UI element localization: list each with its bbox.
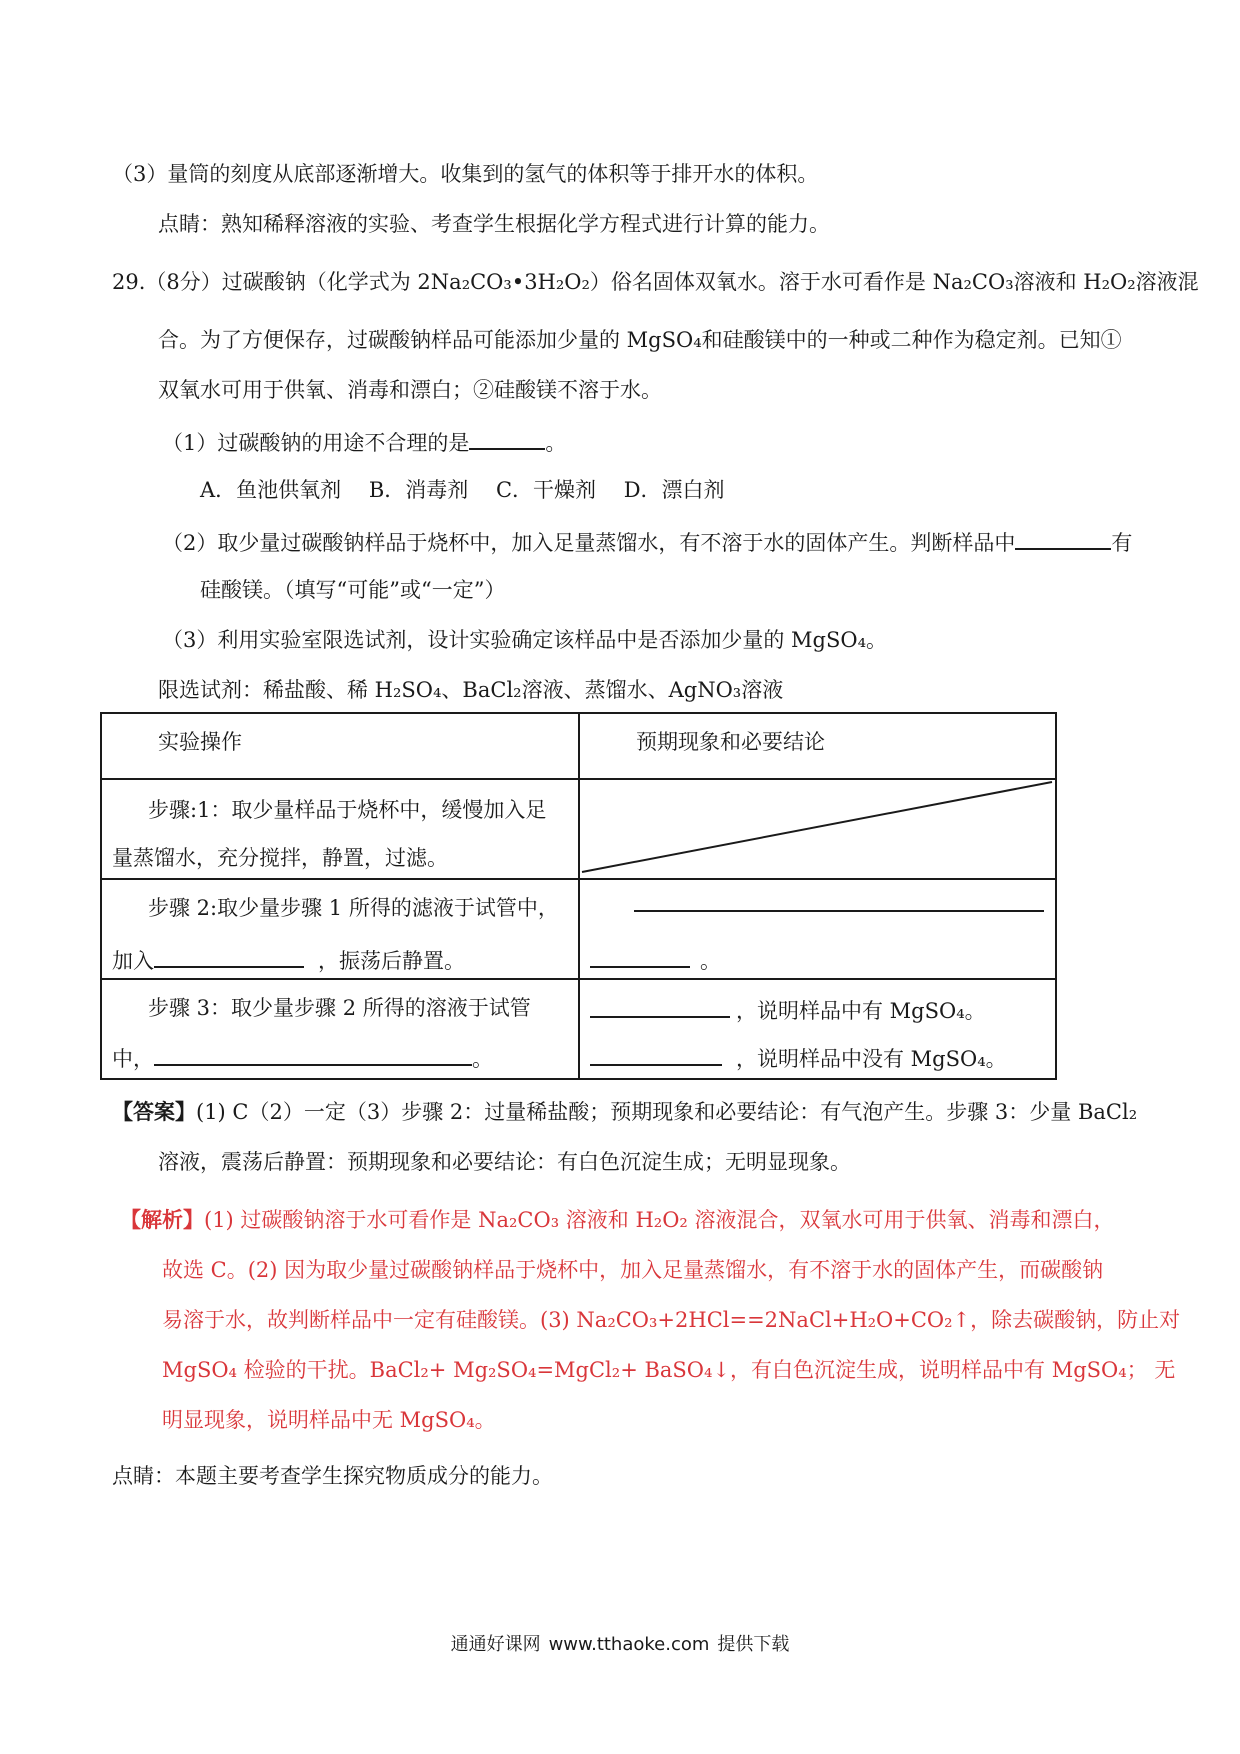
step3-result-cell xyxy=(579,979,1056,1079)
options-line: A．鱼池供氧剂 B．消毒剂 C．干燥剂 D．漂白剂 xyxy=(200,478,725,502)
step3-op-cell xyxy=(101,979,579,1079)
answer-text-1: (1) C（2）一定（3）步骤 2：过量稀盐酸；预期现象和必要结论：有气泡产生。步骤 3：少量 BaCl₂ xyxy=(196,1100,1138,1124)
diagonal-strike xyxy=(580,780,1054,880)
table-row-step3 xyxy=(101,979,1056,1079)
header-result-cell xyxy=(579,713,1056,779)
question-line-3: 双氧水可用于供氧、消毒和漂白；②硅酸镁不溶于水。 xyxy=(158,378,662,402)
step3-post: 。 xyxy=(472,1047,493,1071)
step2-result-blank-1 xyxy=(634,888,1044,912)
analysis-line-2: 故选 C。(2) 因为取少量过碳酸钠样品于烧杯中，加入足量蒸馏水，有不溶于水的固体产生，而碳酸钠 xyxy=(162,1258,1104,1282)
step1-line-a: 步骤:1：取少量样品于烧杯中，缓慢加入足 xyxy=(148,798,547,822)
answer-blank-2 xyxy=(1015,526,1111,550)
header-result: 预期现象和必要结论 xyxy=(636,730,825,754)
step1-result-cell xyxy=(579,779,1056,879)
analysis-text-1: (1) 过碳酸钠溶于水可看作是 Na₂CO₃ 溶液和 H₂O₂ 溶液混合，双氧水可用于供氧、消毒和漂白， xyxy=(204,1208,1115,1232)
step3-pre: 中， xyxy=(112,1047,154,1071)
step2-op-cell xyxy=(101,879,579,979)
step2-reagent-blank xyxy=(154,944,304,968)
footer-suffix: 提供下载 xyxy=(717,1634,790,1655)
footer-site-name: 通通好课网 xyxy=(450,1634,541,1655)
step3-reagent-blank xyxy=(154,1042,472,1066)
table-row-step2 xyxy=(101,879,1056,979)
analysis-line-3: 易溶于水，故判断样品中一定有硅酸镁。(3) Na₂CO₃+2HCl==2NaCl+H₂O+CO₂↑，除去碳酸钠，防止对 xyxy=(162,1308,1181,1332)
step3-result-1: ，说明样品中有 MgSO₄。 xyxy=(736,999,986,1023)
footer-url[interactable]: www.tthaoke.com xyxy=(548,1634,710,1655)
step2-result-end: 。 xyxy=(700,949,721,973)
analysis-label: 【解析】 xyxy=(120,1207,204,1232)
sub-question-3: （3）利用实验室限选试剂，设计实验确定该样品中是否添加少量的 MgSO₄。 xyxy=(162,628,887,652)
step1-line-b: 量蒸馏水，充分搅拌，静置，过滤。 xyxy=(112,846,448,870)
final-tip: 点睛：本题主要考查学生探究物质成分的能力。 xyxy=(112,1464,553,1488)
step3-result-line-2 xyxy=(590,1042,1007,1073)
step3-result-line-1 xyxy=(590,994,986,1025)
table-row-step1 xyxy=(101,779,1056,879)
step3-line-a: 步骤 3：取少量步骤 2 所得的溶液于试管 xyxy=(148,996,531,1020)
answer-blank-1 xyxy=(469,426,545,450)
sub-question-1 xyxy=(162,426,566,457)
analysis-line-1 xyxy=(120,1206,1115,1234)
step2-pre: 加入 xyxy=(112,949,154,973)
answer-line-2: 溶液，震荡后静置：预期现象和必要结论：有白色沉淀生成；无明显现象。 xyxy=(158,1150,851,1174)
step2-line-b xyxy=(112,944,465,975)
experiment-table xyxy=(100,712,1057,1080)
sub-question-1-text: （1）过碳酸钠的用途不合理的是 xyxy=(162,431,470,455)
page-footer xyxy=(0,1630,1240,1656)
step3-result-2: ，说明样品中没有 MgSO₄。 xyxy=(736,1047,1007,1071)
analysis-line-5: 明显现象，说明样品中无 MgSO₄。 xyxy=(162,1408,496,1432)
answer-line-1 xyxy=(112,1098,1137,1126)
header-op: 实验操作 xyxy=(158,730,242,754)
sub-question-2a-text: （2）取少量过碳酸钠样品于烧杯中，加入足量蒸馏水，有不溶于水的固体产生。判断样品中 xyxy=(162,531,1016,555)
step3-result-blank-2 xyxy=(590,1042,722,1066)
step2-result-cell xyxy=(579,879,1056,979)
step3-result-blank-1 xyxy=(590,994,730,1018)
question-line-1: 29.（8分）过碳酸钠（化学式为 2Na₂CO₃•3H₂O₂）俗名固体双氧水。溶于水可看作是 Na₂CO₃溶液和 H₂O₂溶液混 xyxy=(112,270,1199,294)
step2-line-a: 步骤 2:取少量步骤 1 所得的滤液于试管中， xyxy=(148,896,559,920)
step2-result-line xyxy=(590,944,721,975)
sub-question-2a xyxy=(162,526,1132,557)
intro-q3-line: （3）量筒的刻度从底部逐渐增大。收集到的氢气的体积等于排开水的体积。 xyxy=(112,162,819,186)
answer-label: 【答案】 xyxy=(112,1099,196,1124)
analysis-line-4: MgSO₄ 检验的干扰。BaCl₂+ Mg₂SO₄=MgCl₂+ BaSO₄↓，有白色沉淀生成，说明样品中有 MgSO₄； 无 xyxy=(162,1358,1176,1382)
sub-question-2a-end: 有 xyxy=(1111,531,1133,555)
intro-tip-line: 点睛：熟知稀释溶液的实验、考查学生根据化学方程式进行计算的能力。 xyxy=(158,212,830,236)
step3-line-b xyxy=(112,1042,493,1073)
sub-question-2b: 硅酸镁。（填写“可能”或“一定”） xyxy=(200,578,506,602)
reagents-line: 限选试剂：稀盐酸、稀 H₂SO₄、BaCl₂溶液、蒸馏水、AgNO₃溶液 xyxy=(158,678,784,702)
header-op-cell xyxy=(101,713,579,779)
question-line-2: 合。为了方便保存，过碳酸钠样品可能添加少量的 MgSO₄和硅酸镁中的一种或二种作为稳定剂。已知① xyxy=(158,328,1122,352)
table-header-row xyxy=(101,713,1056,779)
step1-op-cell xyxy=(101,779,579,879)
step2-result-blank-2 xyxy=(590,944,690,968)
step2-post: ，振荡后静置。 xyxy=(318,949,465,973)
sub-question-1-end: 。 xyxy=(545,431,567,455)
